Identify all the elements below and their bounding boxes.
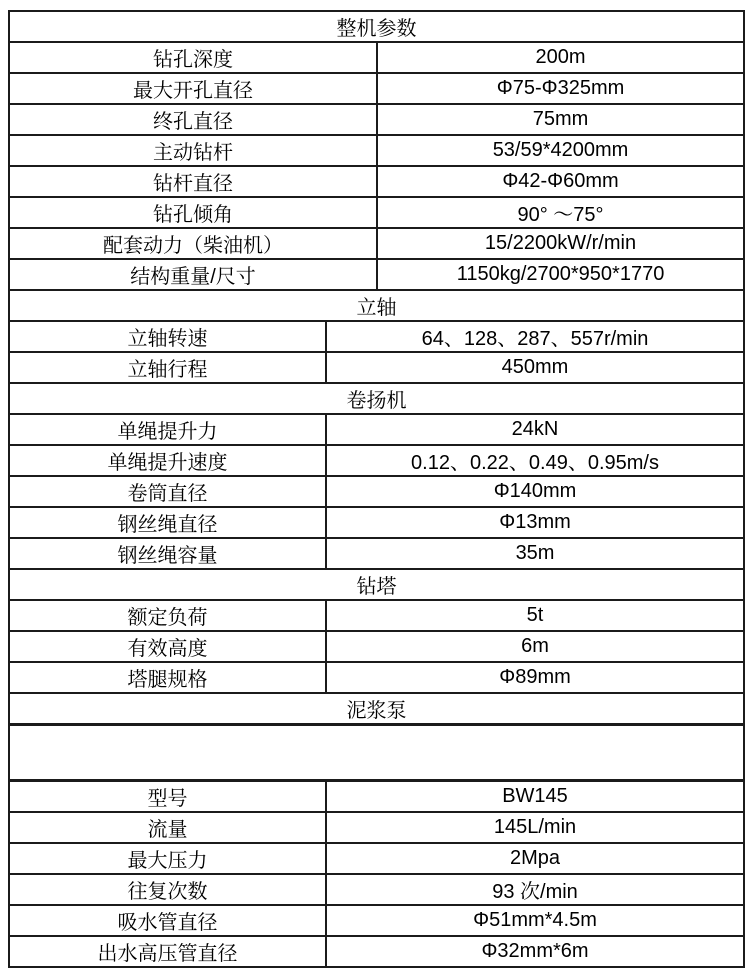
machine-spec-table (8, 10, 745, 968)
section-header-spindle (9, 290, 744, 321)
spec-row-tower-leg-spec (9, 662, 744, 693)
spec-label: 额定负荷 (9, 600, 326, 631)
spec-row-rated-load (9, 600, 744, 631)
section-header-winch (9, 383, 744, 414)
spec-label: 有效高度 (9, 631, 326, 662)
spec-row-max-opening-diameter (9, 73, 744, 104)
spec-row-drill-depth (9, 42, 744, 73)
spec-label: 钻杆直径 (9, 166, 377, 197)
spec-row-max-pressure (9, 843, 744, 874)
spec-row-flow-rate (9, 812, 744, 843)
spec-value: 15/2200kW/r/min (377, 228, 744, 259)
spec-label: 主动钻杆 (9, 135, 377, 166)
spec-value: 35m (326, 538, 744, 569)
spec-value: BW145 (326, 781, 744, 813)
spec-value: 1150kg/2700*950*1770 (377, 259, 744, 290)
spec-label: 最大压力 (9, 843, 326, 874)
spec-value: 93 次/min (326, 874, 744, 905)
spec-row-kelly-bar (9, 135, 744, 166)
spec-row-model (9, 781, 744, 813)
spec-value: 5t (326, 600, 744, 631)
spec-label: 立轴转速 (9, 321, 326, 352)
spec-value: Φ32mm*6m (326, 936, 744, 967)
spec-value: 75mm (377, 104, 744, 135)
section-header-mud-pump (9, 693, 744, 725)
section-title: 钻塔 (9, 569, 744, 600)
spec-value: Φ140mm (326, 476, 744, 507)
spec-value: 145L/min (326, 812, 744, 843)
section-header-tower (9, 569, 744, 600)
empty-spacer-row (9, 725, 744, 781)
spec-value: 90° ～75° (377, 197, 744, 228)
spec-label: 最大开孔直径 (9, 73, 377, 104)
section-title: 立轴 (9, 290, 744, 321)
spec-row-power-unit (9, 228, 744, 259)
section-header-overall (9, 11, 744, 42)
spec-row-wire-rope-diameter (9, 507, 744, 538)
spec-row-effective-height (9, 631, 744, 662)
spec-label: 单绳提升速度 (9, 445, 326, 476)
section-title: 卷扬机 (9, 383, 744, 414)
empty-cell (9, 725, 744, 781)
spec-label: 往复次数 (9, 874, 326, 905)
section-title: 泥浆泵 (9, 693, 744, 725)
spec-value: 64、128、287、557r/min (326, 321, 744, 352)
spec-value: 53/59*4200mm (377, 135, 744, 166)
spec-value: 6m (326, 631, 744, 662)
spec-row-spindle-stroke (9, 352, 744, 383)
spec-label: 钢丝绳直径 (9, 507, 326, 538)
spec-label: 立轴行程 (9, 352, 326, 383)
spec-label: 塔腿规格 (9, 662, 326, 693)
spec-row-single-rope-speed (9, 445, 744, 476)
spec-label: 钻孔倾角 (9, 197, 377, 228)
spec-label: 钻孔深度 (9, 42, 377, 73)
spec-value: Φ13mm (326, 507, 744, 538)
spec-label: 结构重量/尺寸 (9, 259, 377, 290)
spec-value: 0.12、0.22、0.49、0.95m/s (326, 445, 744, 476)
spec-row-drill-pipe-diameter (9, 166, 744, 197)
spec-label: 钢丝绳容量 (9, 538, 326, 569)
spec-value: 200m (377, 42, 744, 73)
spec-row-suction-pipe-diameter (9, 905, 744, 936)
spec-label: 型号 (9, 781, 326, 813)
spec-label: 终孔直径 (9, 104, 377, 135)
spec-value: Φ89mm (326, 662, 744, 693)
spec-row-final-hole-diameter (9, 104, 744, 135)
spec-label: 卷筒直径 (9, 476, 326, 507)
spec-row-drill-angle (9, 197, 744, 228)
spec-value: Φ42-Φ60mm (377, 166, 744, 197)
spec-label: 出水高压管直径 (9, 936, 326, 967)
spec-row-single-rope-force (9, 414, 744, 445)
spec-value: 24kN (326, 414, 744, 445)
spec-value: 2Mpa (326, 843, 744, 874)
spec-value: 450mm (326, 352, 744, 383)
spec-row-wire-rope-capacity (9, 538, 744, 569)
spec-row-spindle-speed (9, 321, 744, 352)
spec-row-outlet-pipe-diameter (9, 936, 744, 967)
spec-label: 流量 (9, 812, 326, 843)
section-title: 整机参数 (9, 11, 744, 42)
spec-label: 吸水管直径 (9, 905, 326, 936)
spec-value: Φ75-Φ325mm (377, 73, 744, 104)
spec-label: 配套动力（柴油机） (9, 228, 377, 259)
spec-row-weight-size (9, 259, 744, 290)
spec-value: Φ51mm*4.5m (326, 905, 744, 936)
spec-label: 单绳提升力 (9, 414, 326, 445)
spec-row-drum-diameter (9, 476, 744, 507)
